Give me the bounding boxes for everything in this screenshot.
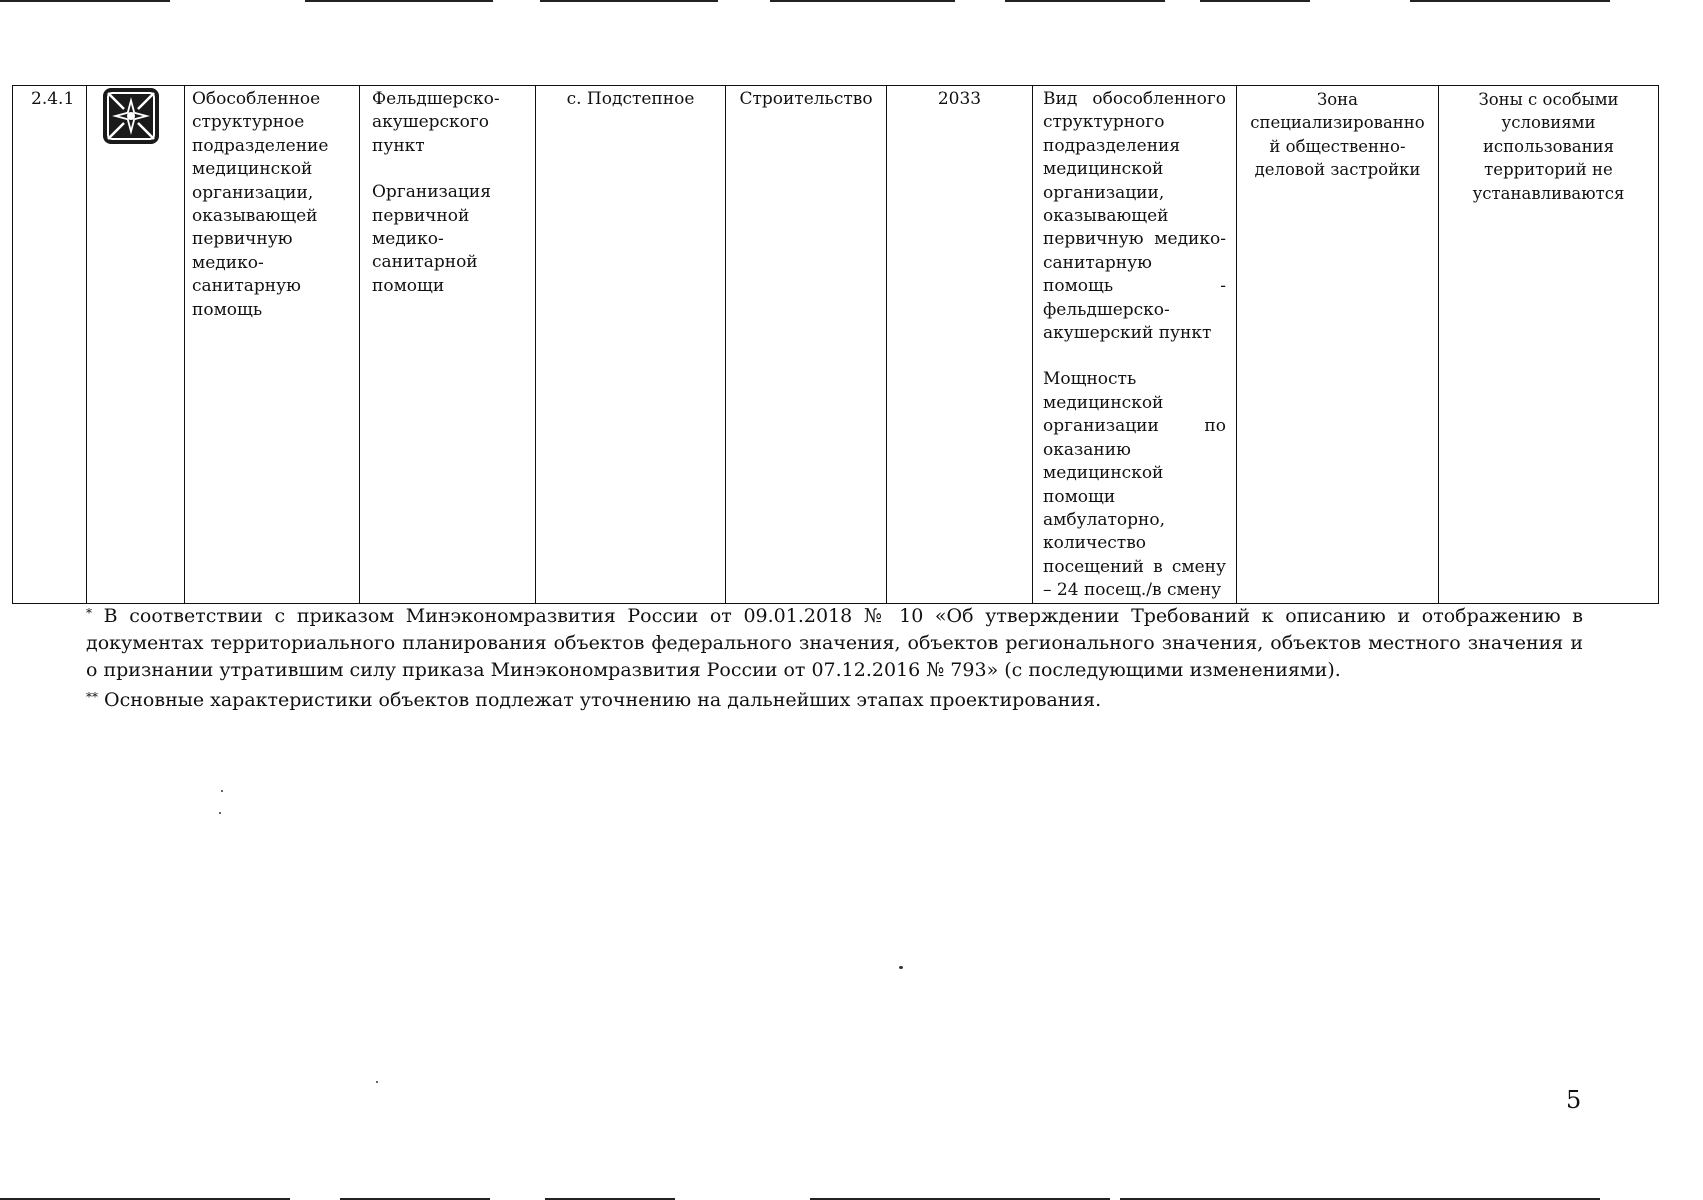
row-number-cell <box>13 86 87 604</box>
spacer <box>1043 345 1226 368</box>
special-conditions-cell <box>1439 86 1659 604</box>
characteristics-kind: Вид обособленного структурного подразделения медицинской организации, оказывающей первичную медико-санитарную помощь - фельдшерско-акушерский пункт <box>1043 89 1226 344</box>
scan-speck <box>221 790 223 792</box>
scan-speck <box>219 812 221 814</box>
scan-artifact-line <box>540 0 718 2</box>
type-line: Фельдшерско- <box>372 89 500 109</box>
footnote-2-text: Основные характеристики объектов подлежат уточнению на дальнейших этапах проектирования. <box>104 689 1102 711</box>
planned-objects-table <box>12 85 1659 604</box>
scan-artifact-line <box>1005 0 1165 2</box>
scan-artifact-line <box>1410 0 1610 2</box>
purpose-line: Организация <box>372 182 491 203</box>
location-text: с. Подстепное <box>566 89 695 109</box>
conditions-line: условиями <box>1501 113 1596 133</box>
scan-artifact-line <box>1200 0 1310 2</box>
scan-artifact-line <box>0 0 170 2</box>
zone-line: Зона <box>1316 90 1359 109</box>
footnote-2 <box>86 684 1583 714</box>
scan-artifact-line <box>770 0 955 2</box>
name-line: подразделение <box>192 135 329 156</box>
name-line: медицинской <box>192 159 313 180</box>
footnote-2-mark: ** <box>86 690 98 704</box>
status-cell <box>726 86 887 604</box>
zone-line: деловой застройки <box>1254 160 1421 180</box>
status-text: Строительство <box>739 89 873 109</box>
object-name-cell <box>185 86 360 604</box>
conditions-line: Зоны с особыми <box>1478 90 1619 109</box>
footnote-1-text: В соответствии с приказом Минэкономразвития России от 09.01.2018 № 10 «Об утверждении Требований к описанию и отображению в документах территориального планирования объектов федерального значения, объектов регионального значения, объектов местного значения и о признании утратившим силу приказа Минэкономразвития России от 07.12.2016 № 793» (с последующими изменениями). <box>86 605 1583 681</box>
year-text: 2033 <box>937 89 982 109</box>
footnotes <box>86 600 1583 714</box>
location-cell <box>536 86 726 604</box>
zone-line: специализированно <box>1250 113 1425 133</box>
characteristics-cell <box>1033 86 1237 604</box>
zone-line: й общественно- <box>1269 136 1406 156</box>
purpose-line: помощи <box>372 275 445 296</box>
conditions-line: территорий не <box>1484 160 1613 180</box>
scan-speck <box>899 966 903 969</box>
scan-artifact-line <box>305 0 493 2</box>
name-line: помощь <box>192 299 263 320</box>
name-line: Обособленное <box>192 89 321 109</box>
name-line: оказывающей <box>192 206 318 227</box>
name-line: медико- <box>192 252 264 273</box>
medical-facility-icon <box>102 87 160 145</box>
conditions-line: устанавливаются <box>1472 183 1625 203</box>
scan-speck <box>376 1081 378 1083</box>
footnote-1 <box>86 600 1583 684</box>
name-line: санитарную <box>192 276 301 297</box>
symbol-cell <box>87 86 185 604</box>
purpose-line: первичной <box>372 205 470 226</box>
year-cell <box>887 86 1033 604</box>
name-line: первичную <box>192 229 293 250</box>
characteristics-capacity: Мощность медицинской организации по оказанию медицинской помощи амбулаторно, количество посещений в смену – 24 посещ./в смену <box>1043 369 1226 601</box>
name-line: структурное <box>192 112 305 133</box>
functional-zone-cell <box>1237 86 1439 604</box>
row-number: 2.4.1 <box>31 89 75 109</box>
purpose-line: медико- <box>372 229 444 250</box>
spacer <box>372 158 531 181</box>
footnote-1-mark: * <box>86 606 92 620</box>
name-line: организации, <box>192 182 314 203</box>
page-number: 5 <box>1566 1086 1582 1114</box>
table-row <box>13 86 1659 604</box>
object-type-cell <box>360 86 536 604</box>
conditions-line: использования <box>1482 136 1615 156</box>
type-line: акушерского <box>372 112 490 133</box>
purpose-line: санитарной <box>372 252 478 273</box>
type-line: пункт <box>372 135 425 156</box>
